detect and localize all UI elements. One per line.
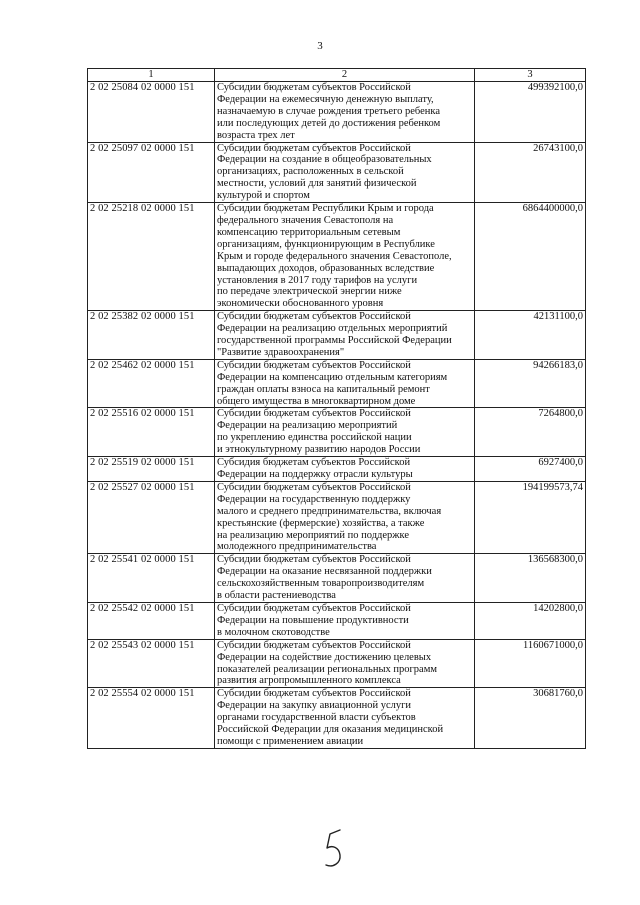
subsidy-description: Субсидии бюджетам Республики Крым и города федерального значения Севастополя на компенсацию территориальным сетевым организациям, функционирующим в Республике Крым и городе федерального значения Севастополе, выпадающих доходов, образованных вследствие установления в 2017 году тарифов на услуги по передаче электрической энергии ниже экономически обоснованного уровня (215, 203, 475, 311)
subsidy-description: Субсидии бюджетам субъектов Российской Федерации на закупку авиационной услуги органами государственной власти субъектов Российской Федерации для оказания медицинской помощи с применением авиации (215, 688, 475, 749)
table-row (88, 82, 586, 143)
table-row (88, 639, 586, 688)
subsidy-amount: 136568300,0 (475, 554, 586, 603)
budget-table (87, 68, 586, 749)
subsidy-description: Субсидии бюджетам субъектов Российской Федерации на компенсацию отдельным категориям граждан оплаты взноса на капитальный ремонт общего имущества в многоквартирном доме (215, 359, 475, 408)
budget-code: 2 02 25541 02 0000 151 (88, 554, 215, 603)
subsidy-amount: 14202800,0 (475, 602, 586, 639)
header-row (88, 69, 586, 82)
table-row (88, 481, 586, 553)
table-row (88, 203, 586, 311)
subsidy-amount: 6927400,0 (475, 457, 586, 482)
budget-code: 2 02 25382 02 0000 151 (88, 311, 215, 360)
table-header (88, 69, 586, 82)
subsidy-description: Субсидии бюджетам субъектов Российской Федерации на реализацию отдельных мероприятий государственной программы Российской Федерации "Развитие здравоохранения" (215, 311, 475, 360)
subsidy-description: Субсидии бюджетам субъектов Российской Федерации на повышение продуктивности в молочном скотоводстве (215, 602, 475, 639)
budget-code: 2 02 25084 02 0000 151 (88, 82, 215, 143)
table-row (88, 688, 586, 749)
subsidy-description: Субсидии бюджетам субъектов Российской Федерации на оказание несвязанной поддержки сельскохозяйственным товаропроизводителям в области растениеводства (215, 554, 475, 603)
subsidy-description: Субсидии бюджетам субъектов Российской Федерации на ежемесячную денежную выплату, назначаемую в случае рождения третьего ребенка или последующих детей до достижения ребенком возраста трех лет (215, 82, 475, 143)
subsidy-description: Субсидия бюджетам субъектов Российской Федерации на поддержку отрасли культуры (215, 457, 475, 482)
subsidy-amount: 6864400000,0 (475, 203, 586, 311)
handwritten-mark (318, 826, 348, 872)
budget-code: 2 02 25543 02 0000 151 (88, 639, 215, 688)
budget-code: 2 02 25554 02 0000 151 (88, 688, 215, 749)
subsidy-amount: 499392100,0 (475, 82, 586, 143)
table-row (88, 457, 586, 482)
budget-code: 2 02 25097 02 0000 151 (88, 142, 215, 203)
table-row (88, 142, 586, 203)
subsidy-description: Субсидии бюджетам субъектов Российской Федерации на создание в общеобразовательных организациях, расположенных в сельской местности, условий для занятий физической культурой и спортом (215, 142, 475, 203)
subsidy-description: Субсидии бюджетам субъектов Российской Федерации на содействие достижению целевых показателей реализации региональных программ развития агропромышленного комплекса (215, 639, 475, 688)
table-row (88, 602, 586, 639)
subsidy-amount: 42131100,0 (475, 311, 586, 360)
table-row (88, 554, 586, 603)
subsidy-amount: 7264800,0 (475, 408, 586, 457)
page-number: 3 (317, 40, 323, 52)
column-header-1: 1 (88, 69, 215, 82)
budget-code: 2 02 25462 02 0000 151 (88, 359, 215, 408)
budget-code: 2 02 25218 02 0000 151 (88, 203, 215, 311)
table-row (88, 359, 586, 408)
subsidy-amount: 1160671000,0 (475, 639, 586, 688)
subsidy-amount: 94266183,0 (475, 359, 586, 408)
subsidy-amount: 30681760,0 (475, 688, 586, 749)
subsidy-description: Субсидии бюджетам субъектов Российской Федерации на реализацию мероприятий по укреплению единства российской нации и этнокультурному развитию народов России (215, 408, 475, 457)
budget-code: 2 02 25542 02 0000 151 (88, 602, 215, 639)
budget-code: 2 02 25527 02 0000 151 (88, 481, 215, 553)
table-row (88, 311, 586, 360)
table-row (88, 408, 586, 457)
subsidy-amount: 194199573,74 (475, 481, 586, 553)
subsidy-amount: 26743100,0 (475, 142, 586, 203)
table-body (88, 82, 586, 749)
budget-code: 2 02 25519 02 0000 151 (88, 457, 215, 482)
column-header-3: 3 (475, 69, 586, 82)
budget-code: 2 02 25516 02 0000 151 (88, 408, 215, 457)
column-header-2: 2 (215, 69, 475, 82)
subsidy-description: Субсидии бюджетам субъектов Российской Федерации на государственную поддержку малого и среднего предпринимательства, включая крестьянские (фермерские) хозяйства, а также на реализацию мероприятий по поддержке молодежного предпринимательства (215, 481, 475, 553)
